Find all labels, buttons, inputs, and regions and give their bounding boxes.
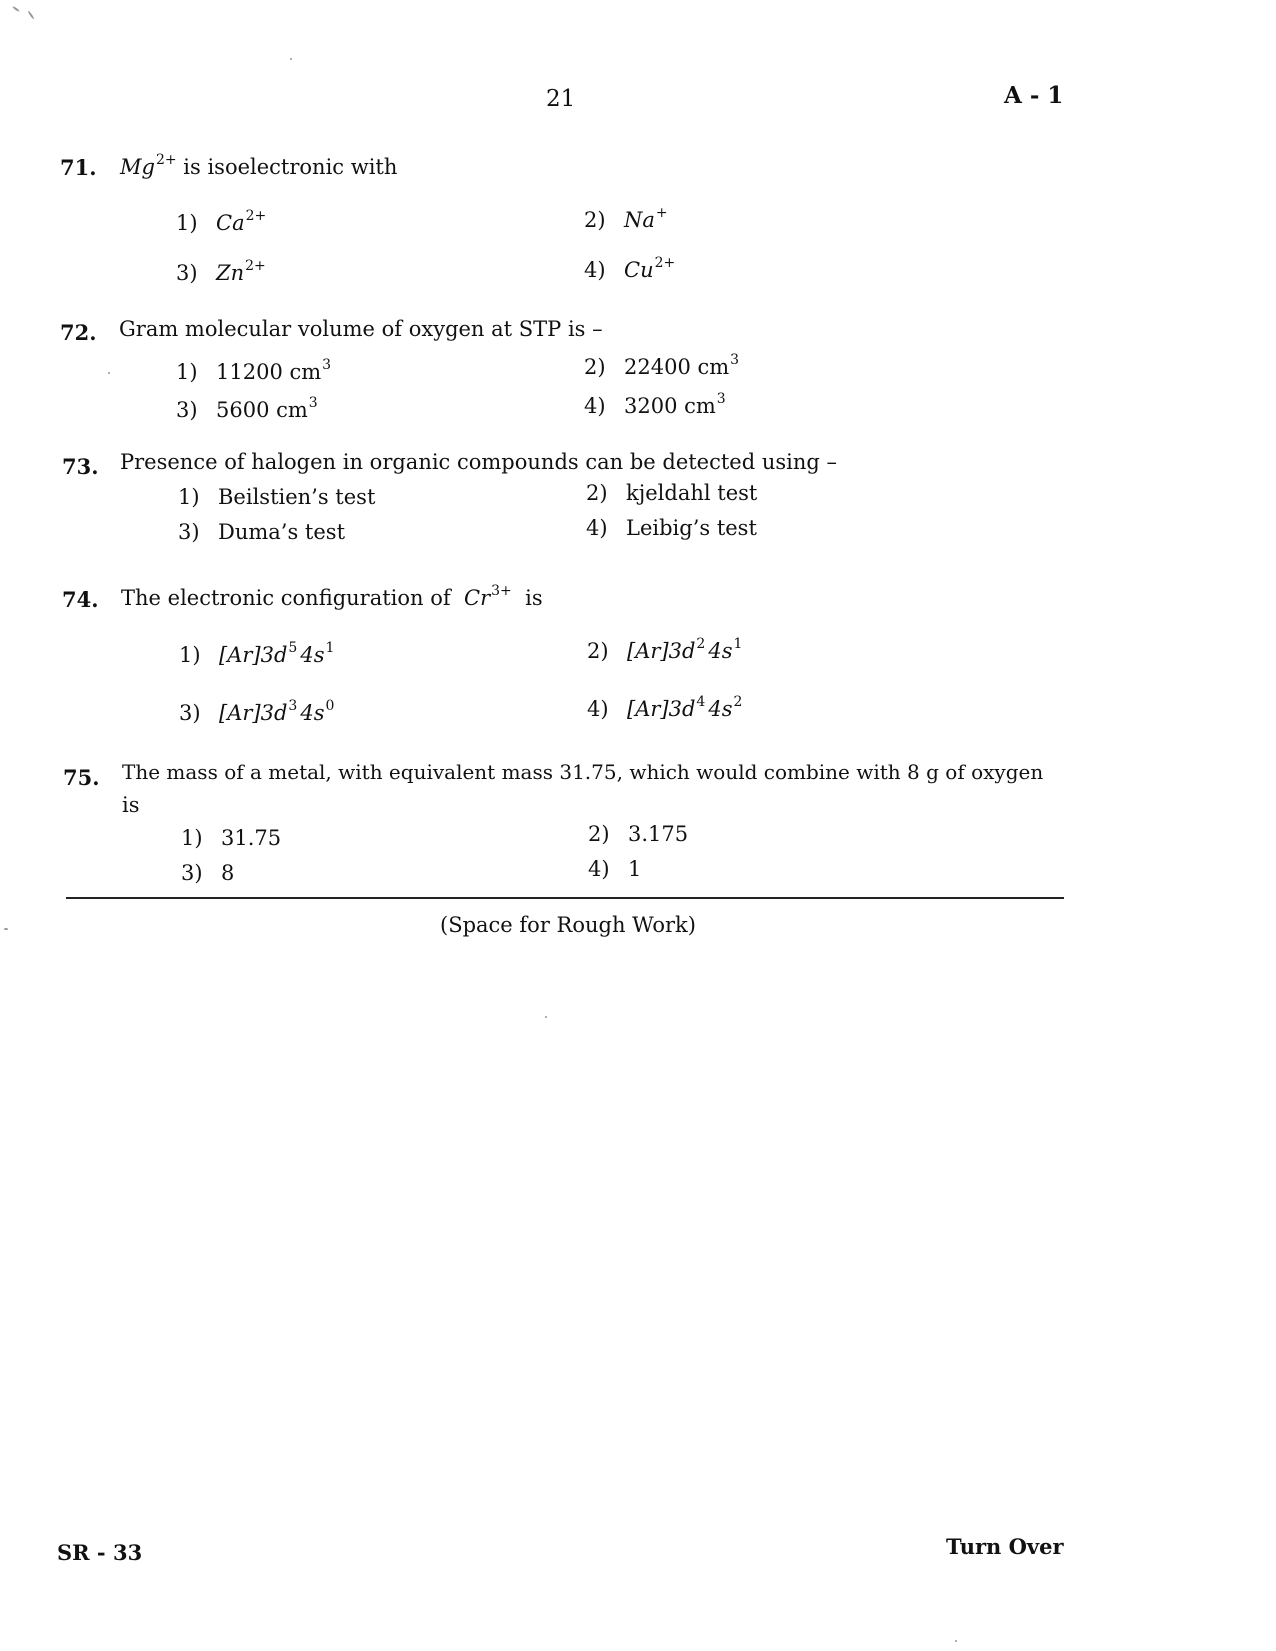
option-2[interactable]: 2) Na+ xyxy=(584,205,668,232)
footer-code: SR - 33 xyxy=(57,1540,143,1565)
scan-speck xyxy=(4,928,8,930)
option-4[interactable]: 4) 3200 $cm^3$ xyxy=(584,391,726,418)
option-2[interactable]: 2) $[Ar]3d^2$ $4s^1$ xyxy=(587,636,743,663)
scan-speck xyxy=(108,372,110,374)
question-text: Gram molecular volume of oxygen at STP is – xyxy=(119,317,603,341)
paper-code: A - 1 xyxy=(1004,82,1064,109)
option-3[interactable]: 3) $Zn^{2+}$ xyxy=(176,258,266,285)
option-3[interactable]: 3) Duma’s test xyxy=(178,520,346,544)
question-text-line-2: is xyxy=(122,793,140,817)
scan-speck xyxy=(27,10,34,19)
rough-work-label: (Space for Rough Work) xyxy=(440,913,696,937)
option-2[interactable]: 2) kjeldahl test xyxy=(586,481,758,505)
option-3[interactable]: 3) $[Ar]3d^3$ $4s^0$ xyxy=(179,698,335,725)
option-1[interactable]: 1) Beilstien’s test xyxy=(178,485,376,509)
question-text: Presence of halogen in organic compounds can be detected using – xyxy=(120,450,838,474)
section-divider xyxy=(66,897,1064,899)
option-4[interactable]: 4) $[Ar]3d^4$ $4s^2$ xyxy=(587,694,743,721)
question-number: 74. xyxy=(62,587,99,612)
scan-speck xyxy=(290,58,292,60)
question-number: 71. xyxy=(60,155,97,180)
question-text: $Mg^{2+}$ is isoelectronic with xyxy=(120,152,398,179)
question-text: The electronic configuration of $Cr^{3+}$ is xyxy=(121,583,543,610)
option-1[interactable]: 1) 31.75 xyxy=(181,826,282,850)
option-3[interactable]: 3) 5600 $cm^3$ xyxy=(176,395,318,422)
scan-speck xyxy=(12,6,20,12)
scan-speck xyxy=(955,1640,957,1642)
scan-speck xyxy=(545,1016,547,1018)
question-text-line-1: The mass of a metal, with equivalent mass 31.75, which would combine with 8 g of oxygen xyxy=(122,760,1044,784)
turn-over-label: Turn Over xyxy=(946,1534,1064,1559)
page-number: 21 xyxy=(546,86,576,112)
option-1[interactable]: 1) $Ca^{2+}$ xyxy=(176,208,267,235)
option-3[interactable]: 3) 8 xyxy=(181,861,235,885)
option-4[interactable]: 4) $Cu^{2+}$ xyxy=(584,255,676,282)
question-number: 75. xyxy=(63,765,100,790)
option-4[interactable]: 4) Leibig’s test xyxy=(586,516,757,540)
question-number: 73. xyxy=(62,454,99,479)
option-1[interactable]: 1) 11200 $cm^3$ xyxy=(176,357,332,384)
option-2[interactable]: 2) 3.175 xyxy=(588,822,689,846)
option-4[interactable]: 4) 1 xyxy=(588,857,642,881)
option-1[interactable]: 1) $[Ar]3d^5$ $4s^1$ xyxy=(179,640,335,667)
question-number: 72. xyxy=(60,320,97,345)
option-2[interactable]: 2) 22400 $cm^3$ xyxy=(584,352,740,379)
